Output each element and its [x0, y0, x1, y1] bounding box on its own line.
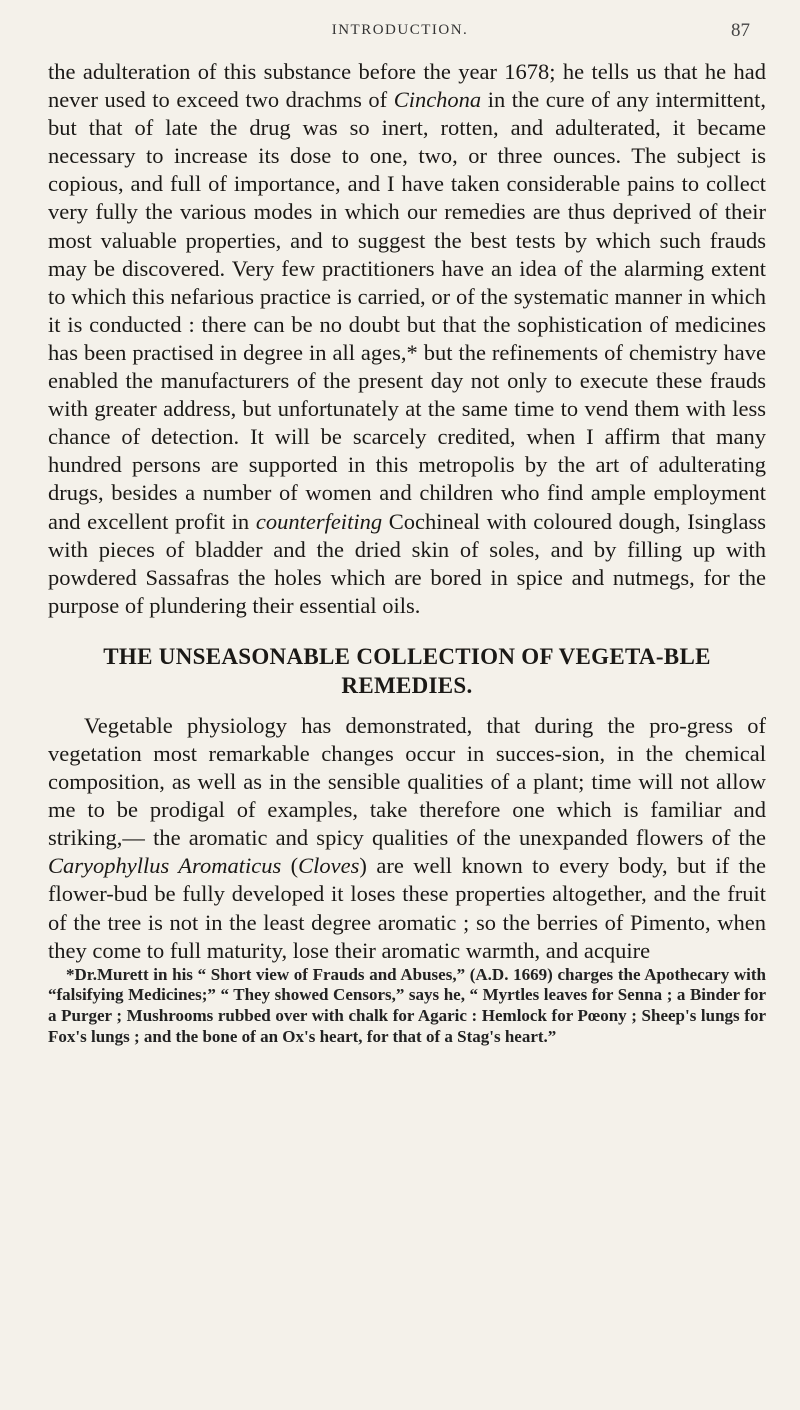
body-text: [48, 58, 766, 1048]
running-head: INTRODUCTION.: [331, 22, 469, 38]
paragraph-adulteration: [48, 58, 766, 620]
text-run: (: [281, 853, 299, 879]
footnote: *Dr.Murett in his “ Short view of Frauds and Abuses,” (A.D. 1669) charges the Apothecary with “falsifying Medicines;” “ They showed Censors,” says he, “ Myrtles leaves for Senna ; a Binder for a Purger ; Mushrooms rubbed over with chalk for Agaric : Hemlock for Pœony ; Sheep's lungs for Fox's lungs ; and the bone of an Ox's heart, for that of a Stag's heart.”: [48, 964, 766, 1046]
section-heading: THE UNSEASONABLE COLLECTION OF VEGETA-BLE REMEDIES.: [103, 643, 711, 698]
italic-term-counterfeiting: counterfeiting: [255, 508, 383, 534]
italic-term-cinchona: Cinchona: [393, 87, 482, 113]
text-run: in the cure of any intermittent, but that of late the drug was so inert, rotten, and adulterated, it became necessary to increase its dose to one, two, or three ounces. The subject is copious, and full of importance, and I have taken considerable pains to collect very fully the various modes in which our remedies are thus deprived of their most valuable properties, and to suggest the best tests by which such frauds may be discovered. Very few practitioners have an idea of the alarming extent to which this nefarious practice is carried, or of the systematic manner in which it is conducted : there can be no doubt but that the sophistication of medicines has been practised in degree in all ages,* but the refinements of chemistry have enabled the manufacturers of the present day not only to execute these frauds with greater address, but unfortunately at the same time to vend them with less chance of detection. It will be scarcely credited, when I affirm that many hundred persons are supported in this metropolis by the art of adulterating drugs, besides a number of women and children who find ample employment and excellent profit in: [48, 87, 766, 534]
page-number: 87: [731, 20, 750, 41]
italic-term-caryophyllus: Caryophyllus Aromaticus: [48, 853, 282, 879]
text-run: Vegetable physiology has demonstrated, that during the pro-gress of vegetation most remarkable changes occur in succes-sion, in the chemical composition, as well as in the sensible qualities of a plant; time will not allow me to be prodigal of examples, take therefore one which is familiar and striking,— the aromatic and spicy qualities of the unexpanded flowers of the: [48, 712, 766, 851]
italic-term-cloves: Cloves: [298, 853, 360, 879]
text-run: ) are well known to every body, but if the flower-bud be fully developed it loses these properties altogether, and the fruit of the tree is not in the least degree aromatic ; so the berries of Pimento, when they come to full maturity, lose their aromatic warmth, and acquire: [48, 853, 767, 963]
page-header: [0, 20, 800, 50]
paragraph-vegetable-physiology: [48, 712, 766, 965]
text-run: Cochineal with coloured dough, Isinglass with pieces of bladder and the dried skin of soles, and by filling up with powdered Sassafras the holes which are bored in spice and nutmegs, for the purpose of plundering their essential oils.: [48, 508, 766, 618]
text-run: the adulteration of this substance before the year 1678; he tells us that he had never used to exceed two drachms of: [48, 59, 766, 113]
